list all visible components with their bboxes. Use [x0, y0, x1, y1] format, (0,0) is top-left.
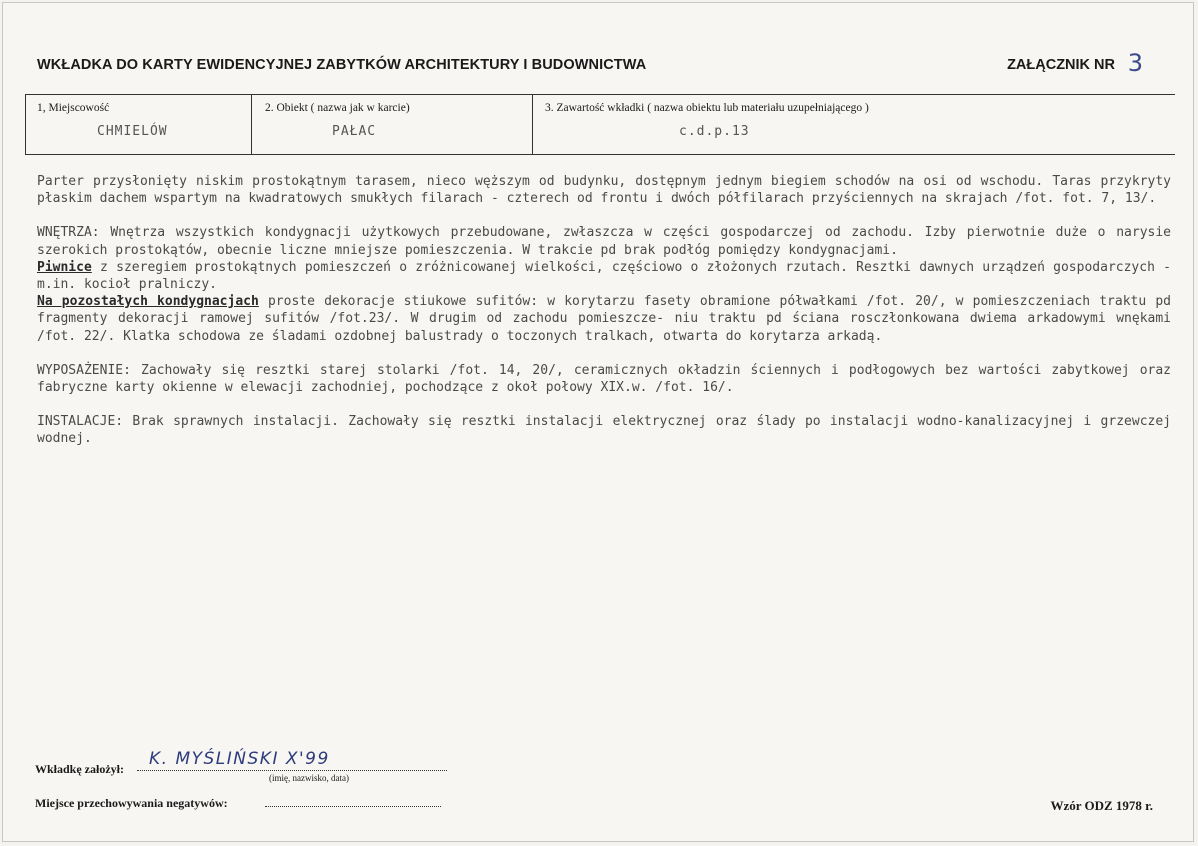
locality-label: 1, Miejscowość — [37, 102, 110, 114]
locality-value: CHMIELÓW — [97, 124, 168, 139]
table-divider — [251, 95, 252, 154]
paragraph-interiors — [37, 224, 1171, 344]
table-bottom-rule — [25, 154, 1175, 155]
description-text — [37, 173, 1171, 465]
table-top-rule — [25, 94, 1175, 95]
author-label: Wkładkę założył: — [35, 762, 124, 776]
paragraph-installations: INSTALACJE: Brak sprawnych instalacji. Zachowały się resztki instalacji elektrycznej oraz ślady po instalacji wodno-kanalizacyjnej i grzewczej wodnej. — [37, 414, 1171, 447]
table-divider — [25, 95, 26, 154]
interiors-text: WNĘTRZA: Wnętrza wszystkich kondygnacji użytkowych przebudowane, zwłaszcza w części gospodarczej od zachodu. Izby pierwotnie duże o narysie szerokich prostokątów, obecnie liczne mniejsze pomieszczenia. W trakcie pd brak podłóg pomiędzy kondygnacjami. — [37, 225, 1171, 258]
table-divider — [532, 95, 533, 154]
basement-text: z szeregiem prostokątnych pomieszczeń o zróżnicowanej wielkości, częściowo o złożonych rzutach. Resztki dawnych urządzeń gospodarczych - m.in. kocioł pralniczy. — [37, 259, 1171, 293]
author-hint: (imię, nazwisko, data) — [269, 773, 349, 783]
negatives-line — [265, 806, 441, 807]
annex-number: 3 — [1127, 49, 1143, 77]
negatives-label: Miejsce przechowywania negatywów: — [35, 796, 228, 810]
form-template-label: Wzór ODZ 1978 r. — [1050, 798, 1153, 813]
record-card — [2, 2, 1194, 842]
paragraph-furnishings: WYPOSAŻENIE: Zachowały się resztki starej stolarki /fot. 14, 20/, ceramicznych okładzin ściennych i podłogowych bez wartości zabytkowej oraz fabryczne karty okienne w elewacji zachodniej, pochodzące z okoł połowy XIX.w. /fot. 16/. — [37, 362, 1171, 396]
form-title: WKŁADKA DO KARTY EWIDENCYJNEJ ZABYTKÓW ARCHITEKTURY I BUDOWNICTWA — [37, 57, 647, 73]
author-signature: K. MYŚLIŃSKI X'99 — [149, 749, 330, 769]
object-value: PAŁAC — [332, 124, 377, 139]
object-label: 2. Obiekt ( nazwa jak w karcie) — [265, 102, 410, 114]
upper-floors-text: proste dekoracje stiukowe sufitów: w korytarzu fasety obramione półwałkami /fot. 20/, w pomieszczeniach traktu pd fragmenty dekoracji ramowej sufitów /fot.23/. W drugim od zachodu pomieszcze- niu traktu pd ściana rosczłonkowana dwiema arkadowymi wnękami /fot. 22/. Klatka schodowa ze śladami ozdobnej balustrady o toczonych tralkach, otwarta do korytarza arkadą. — [37, 294, 1171, 344]
author-line — [137, 770, 447, 771]
paragraph-terrace: Parter przysłonięty niskim prostokątnym tarasem, nieco węższym od budynku, dostępnym jednym biegiem schodów na osi od wschodu. Taras przykryty płaskim dachem wspartym na kwadratowych smukłych filarach - czterech od frontu i dwóch półfilarach przyściennych na skrajach /fot. fot. 7, 13/. — [37, 174, 1171, 207]
upper-floors-heading: Na pozostałych kondygnacjach — [37, 294, 259, 310]
contents-value: c.d.p.13 — [679, 124, 750, 139]
basement-heading: Piwnice — [37, 259, 92, 275]
contents-label: 3. Zawartość wkładki ( nazwa obiektu lub materiału uzupełniającego ) — [545, 102, 869, 114]
annex-label: ZAŁĄCZNIK NR — [1007, 57, 1115, 73]
